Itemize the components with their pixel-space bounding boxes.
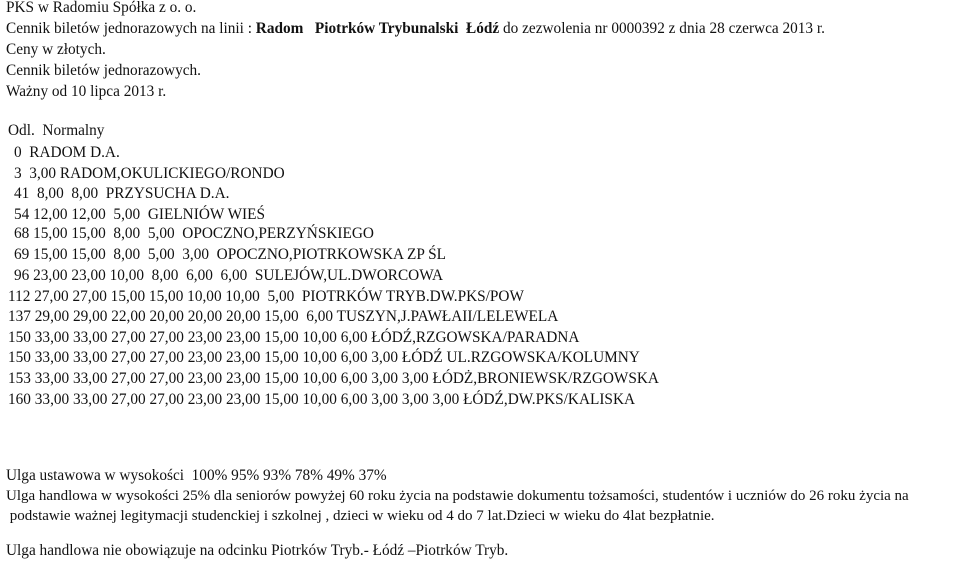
currency-note: Ceny w złotych.: [6, 41, 106, 58]
discount-exclusion: Ulga handlowa nie obowiązuje na odcinku Piotrków Tryb.- Łódź –Piotrków Tryb.: [6, 542, 509, 559]
commercial-discount: Ulga handlowa w wysokości 25% dla seniorów powyżej 60 roku życia na podstawie dokumentu tożsamości, studentów i uczniów do 26 roku życia na: [6, 488, 909, 504]
table-row: 3 3,00 RADOM,OKULICKIEGO/RONDO: [14, 165, 285, 182]
table-row: 153 33,00 33,00 27,00 27,00 23,00 23,00 15,00 10,00 6,00 3,00 3,00 ŁÓDŻ,BRONIEWSK/RZGOWSKA: [8, 370, 659, 387]
permit-text: do zezwolenia nr 0000392 z dnia 28 czerwca 2013 r.: [503, 20, 825, 37]
company-name: PKS w Radomiu Spółka z o. o.: [6, 0, 197, 16]
document-title: Cennik biletów jednorazowych.: [6, 62, 201, 79]
table-row: 137 29,00 29,00 22,00 20,00 20,00 20,00 15,00 6,00 TUSZYN,J.PAWŁAII/LELEWELA: [8, 308, 559, 325]
table-row: 112 27,00 27,00 15,00 15,00 10,00 10,00 5,00 PIOTRKÓW TRYB.DW.PKS/POW: [8, 288, 524, 305]
table-row: 69 15,00 15,00 8,00 5,00 3,00 OPOCZNO,PIOTRKOWSKA ZP ŚL: [14, 246, 447, 263]
table-row: 160 33,00 33,00 27,00 27,00 23,00 23,00 15,00 10,00 6,00 3,00 3,00 3,00 ŁÓDŹ,DW.PKS/KALISKA: [8, 391, 636, 408]
statutory-discount: Ulga ustawowa w wysokości 100% 95% 93% 78% 49% 37%: [6, 467, 387, 484]
table-row: 150 33,00 33,00 27,00 27,00 23,00 23,00 15,00 10,00 6,00 3,00 ŁÓDŹ UL.RZGOWSKA/KOLUMNY: [8, 349, 640, 366]
line-prefix: Cennik biletów jednorazowych na linii :: [6, 20, 252, 37]
table-row: 0 RADOM D.A.: [14, 144, 120, 161]
table-row: 68 15,00 15,00 8,00 5,00 OPOCZNO,PERZYŃSKIEGO: [14, 225, 374, 242]
commercial-discount-continued: podstawie ważnej legitymacji studenckiej i szkolnej , dzieci w wieku od 4 do 7 lat.Dzieci w wieku do 4lat bezpłatnie.: [6, 508, 715, 524]
table-header: Odl. Normalny: [8, 122, 105, 139]
table-row: 41 8,00 8,00 PRZYSUCHA D.A.: [14, 185, 230, 202]
valid-from: Ważny od 10 lipca 2013 r.: [6, 83, 167, 100]
table-row: 54 12,00 12,00 5,00 GIELNIÓW WIEŚ: [14, 206, 265, 223]
route-name: Radom Piotrków Trybunalski Łódź: [255, 20, 500, 37]
table-row: 96 23,00 23,00 10,00 8,00 6,00 6,00 SULEJÓW,UL.DWORCOWA: [14, 267, 444, 284]
pricelist-heading: [6, 18, 825, 39]
table-row: 150 33,00 33,00 27,00 27,00 23,00 23,00 15,00 10,00 6,00 ŁÓDŹ,RZGOWSKA/PARADNA: [8, 329, 580, 346]
